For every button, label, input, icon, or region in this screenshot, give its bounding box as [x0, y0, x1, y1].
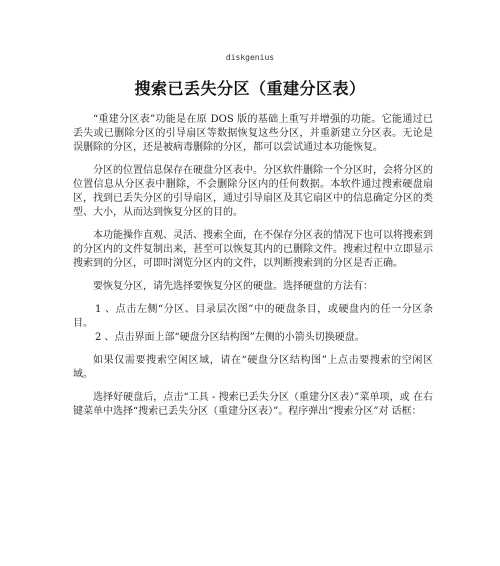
paragraph-select-disk: 要恢复分区，请先选择要恢复分区的硬盘。选择硬盘的方法有：: [93, 281, 373, 292]
document-body: [73, 113, 433, 428]
document-header: diskgenius: [225, 53, 275, 62]
paragraph-features: 本功能操作直观、灵活、搜索全面，在不保存分区表的情况下也可以将搜索到的分区内的文件复制出来，甚至可以恢复其内的已删除文件。搜索过程中立即显示搜索到的分区，可即时浏览分区内的文件，以判断搜索到的分区是否正确。: [73, 230, 433, 269]
paragraph-intro: “重建分区表”功能是在原 DOS 版的基础上重写并增强的功能。它能通过已 丢失或已删除分区的引导扇区等数据恢复这些分区，并重新建立分区表。无论是 误删除的分区，还是被病毒删除的分区，都可以尝试通过本功能恢复。: [73, 114, 433, 153]
paragraph-menu-instruction: 选择好硬盘后，点击“工具 - 搜索已丢失分区（重建分区表）”菜单项，或 在右键菜单中选择“搜索已丢失分区（重建分区表）”。程序弹出“搜索分区”对 话框：: [73, 392, 433, 417]
paragraph-partition-info: 分区的位置信息保存在硬盘分区表中。分区软件删除一个分区时，会将分区的位置信息从分区表中删除，不会删除分区内的任何数据。本软件通过搜索硬盘扇区，找到已丢失分区的引导扇区，通过引导扇区及其它扇区中的信息确定分区的类型、大小，从而达到恢复分区的目的。: [73, 165, 433, 218]
list-item-method-2: 2 、点击界面上部“硬盘分区结构图”左侧的小箭头切换硬盘。: [95, 332, 365, 343]
paragraph-free-area: 如果仅需要搜索空闲区域，请在“硬盘分区结构图”上点击要搜索的空闲区域。: [73, 355, 433, 380]
list-item-method-1: 1 、点击左侧“分区、目录层次图”中的硬盘条目，或硬盘内的任一分区条目。: [73, 304, 433, 329]
document-title: 搜索已丢失分区（重建分区表）: [134, 79, 366, 98]
